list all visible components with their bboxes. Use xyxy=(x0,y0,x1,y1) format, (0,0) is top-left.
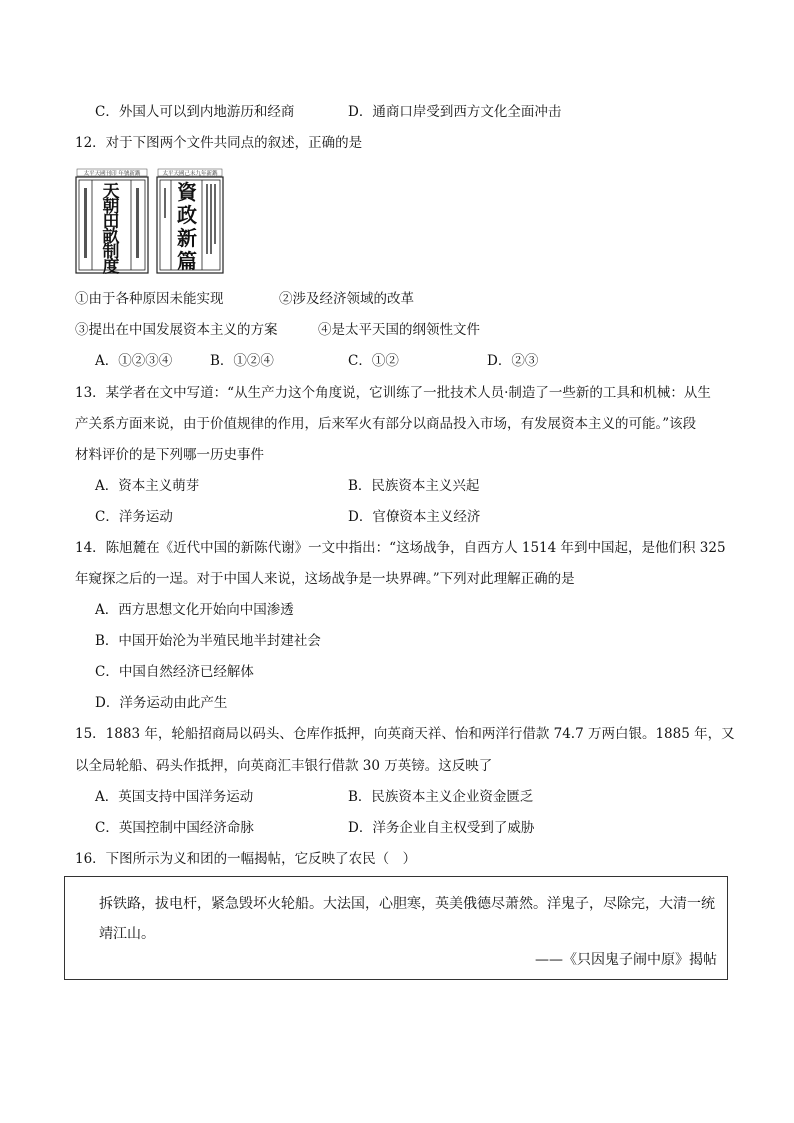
q13-line-1: 13．某学者在文中写道：“从生产力这个角度说，它训练了一批技术人员·制造了一些新的工具和机械：从生 xyxy=(75,385,711,401)
quote-text: 拆铁路，拔电杆，紧急毁坏火轮船。大法国，心胆寒，英美俄德尽萧然。洋鬼子，尽除完，大清一统靖江山。 xyxy=(99,896,715,942)
q16-stem: 16．下图所示为义和团的一幅揭帖，它反映了农民（ ） xyxy=(75,851,417,867)
q14-option-c: C．中国自然经济已经解体 xyxy=(95,664,254,680)
q13-line-2: 产关系方面来说，由于价值规律的作用，后来军火有部分以商品投入市场，有发展资本主义的可能。”该段 xyxy=(75,416,697,432)
q12-item-2: ②涉及经济领域的改革 xyxy=(279,291,414,307)
q13-option-b: B．民族资本主义兴起 xyxy=(348,478,480,494)
q12-option-a: A．①②③④ xyxy=(95,353,173,369)
q15-line-2: 以全局轮船、码头作抵押，向英商汇丰银行借款 30 万英镑。这反映了 xyxy=(75,758,493,774)
cover1-char: 度 xyxy=(102,257,120,276)
q15-line-1: 15．1883 年，轮船招商局以码头、仓库作抵押，向英商天祥、怡和两洋行借款 74.7 万两白银。1885 年，又 xyxy=(75,726,735,742)
quote-box xyxy=(64,876,728,980)
q11-option-c: C．外国人可以到内地游历和经商 xyxy=(95,104,295,120)
q15-option-d: D．洋务企业自主权受到了威胁 xyxy=(348,820,535,836)
q14-line-1: 14．陈旭麓在《近代中国的新陈代谢》一文中指出：“这场战争，自西方人 1514 年到中国起，是他们积 325 xyxy=(75,540,726,556)
cover2-char: 新 xyxy=(177,226,197,250)
cover2-char: 篇 xyxy=(177,249,197,273)
q13-line-3: 材料评价的是下列哪一历史事件 xyxy=(75,447,264,463)
q12-option-d: D．②③ xyxy=(487,353,539,369)
q12-item-4: ④是太平天国的纲领性文件 xyxy=(318,322,480,338)
cover1-char: 畝 xyxy=(102,227,120,247)
q12-item-3: ③提出在中国发展资本主义的方案 xyxy=(75,322,278,338)
cover1-char: 制 xyxy=(102,242,120,262)
cover1-char: 天 xyxy=(102,182,120,202)
q13-option-d: D．官僚资本主义经济 xyxy=(348,509,481,525)
cover2-header: 太平天國己未九年新鐫 xyxy=(162,171,218,177)
q11-option-d: D．通商口岸受到西方文化全面冲击 xyxy=(348,104,562,120)
book-covers-svg xyxy=(75,168,225,276)
cover-tianchao-tianmu-zhidu xyxy=(76,169,148,276)
book-covers-image xyxy=(75,168,225,276)
cover2-char: 資 xyxy=(177,180,197,204)
cover2-char: 政 xyxy=(177,203,197,227)
q15-option-c: C．英国控制中国经济命脉 xyxy=(95,820,254,836)
q12-option-b: B．①②④ xyxy=(210,353,274,369)
q14-option-b: B．中国开始沦为半殖民地半封建社会 xyxy=(95,633,321,649)
q13-option-a: A．资本主义萌芽 xyxy=(95,478,200,494)
quote-source: ——《只因鬼子闹中原》揭帖 xyxy=(535,952,717,968)
q12-item-1: ①由于各种原因未能实现 xyxy=(75,291,224,307)
q12-option-c: C．①② xyxy=(348,353,399,369)
cover-zizheng-xinpian xyxy=(157,169,223,273)
q15-option-b: B．民族资本主义企业资金匮乏 xyxy=(348,789,534,805)
q14-line-2: 年窥探之后的一逞。对于中国人来说，这场战争是一块界碑。”下列对此理解正确的是 xyxy=(75,571,575,587)
q12-stem: 12．对于下图两个文件共同点的叙述，正确的是 xyxy=(75,135,363,151)
q14-option-d: D．洋务运动由此产生 xyxy=(95,695,228,711)
cover1-char: 田 xyxy=(102,212,120,232)
q14-option-a: A．西方思想文化开始向中国渗透 xyxy=(95,602,294,618)
cover1-header: 太平天國刊印 年號新鐫 xyxy=(83,171,141,177)
q13-option-c: C．洋务运动 xyxy=(95,509,173,525)
q15-option-a: A．英国支持中国洋务运动 xyxy=(95,789,254,805)
cover1-char: 朝 xyxy=(102,197,120,217)
